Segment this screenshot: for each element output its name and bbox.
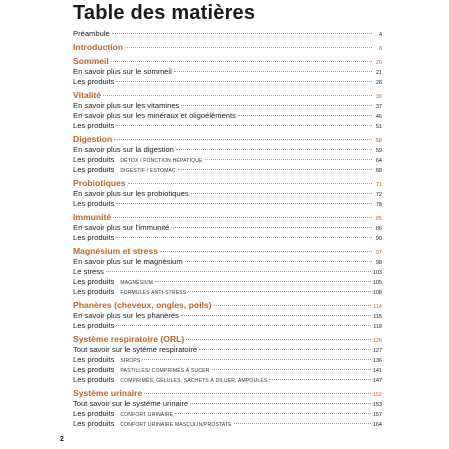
- toc-entry-subtitle: COMPRIMÉS, GÉLULES, SACHETS À DILUER, AMPOULES: [120, 378, 268, 384]
- toc-section-title: Phanères (cheveux, ongles, poils): [73, 300, 212, 310]
- dot-leader: [199, 349, 371, 350]
- toc-entry-subtitle: DIGESTIF / ESTOMAC: [120, 168, 176, 174]
- toc-section-title: Système respiratoire (ORL): [73, 334, 185, 344]
- toc-page-number: 114: [373, 304, 382, 310]
- toc-entry: [73, 399, 382, 409]
- dot-leader: [160, 251, 372, 252]
- toc-entry: [73, 155, 382, 165]
- toc-section-title: Système urinaire: [73, 388, 143, 398]
- dot-leader: [238, 115, 372, 116]
- toc-entry: [73, 111, 382, 121]
- dot-leader: [212, 369, 371, 370]
- toc-entry-label: Les produits: [73, 277, 115, 286]
- toc-page-number: 4: [378, 32, 382, 38]
- toc-entry-label: Les produits: [73, 155, 115, 164]
- dot-leader: [190, 403, 371, 404]
- toc-entry-label: Tout savoir sur le sytème respiratoire: [73, 345, 198, 354]
- toc-page-number: 21: [375, 70, 382, 76]
- dot-leader: [186, 339, 371, 340]
- toc-entry-subtitle: DÉTOX / FONCTION HÉPATIQUE: [120, 158, 203, 164]
- dot-leader: [155, 281, 371, 282]
- toc-entry-label: Les produits: [73, 365, 115, 374]
- toc-entry-label: Les produits: [73, 419, 115, 428]
- toc-page-number: 8: [378, 46, 382, 52]
- toc-entry: [73, 287, 382, 297]
- dot-leader: [116, 325, 371, 326]
- table-of-contents: [73, 29, 382, 429]
- toc-page-number: 46: [375, 114, 382, 120]
- toc-entry-label: Les produits: [73, 321, 115, 330]
- toc-page-number: 90: [375, 236, 382, 242]
- toc-entry-label: Les produits: [73, 409, 115, 418]
- toc-section: [73, 90, 382, 101]
- toc-section: [73, 334, 382, 345]
- toc-entry: [73, 165, 382, 175]
- toc-entry: [73, 345, 382, 355]
- toc-entry: [73, 311, 382, 321]
- toc-section-title: Probiotiques: [73, 178, 126, 188]
- toc-section: [73, 56, 382, 67]
- toc-entry-label: En savoir plus sur les phanères: [73, 311, 179, 320]
- toc-page-number: 118: [373, 324, 382, 330]
- toc-entry: [73, 101, 382, 111]
- dot-leader: [269, 379, 370, 380]
- toc-page-number: 157: [372, 412, 382, 418]
- toc-page-number: 36: [375, 94, 382, 100]
- toc-entry: [73, 199, 382, 209]
- toc-page-number: 68: [375, 168, 382, 174]
- toc-section-title: Vitalité: [73, 90, 102, 100]
- toc-page-number: 86: [375, 226, 382, 232]
- toc-page-number: 71: [375, 182, 382, 188]
- dot-leader: [142, 359, 370, 360]
- dot-leader: [181, 105, 372, 106]
- toc-entry: [73, 409, 382, 419]
- dot-leader: [171, 227, 372, 228]
- toc-entry-label: Les produits: [73, 375, 115, 384]
- toc-entry: [73, 365, 382, 375]
- toc-page-number: 78: [375, 202, 382, 208]
- dot-leader: [214, 305, 372, 306]
- toc-page-number: 98: [375, 260, 382, 266]
- toc-entry-label: En savoir plus sur les vitamines: [73, 101, 180, 110]
- toc-entry-label: En savoir plus sur la digestion: [73, 145, 174, 154]
- dot-leader: [191, 193, 372, 194]
- dot-leader: [188, 291, 370, 292]
- toc-entry: [73, 375, 382, 385]
- toc-entry: [73, 67, 382, 77]
- page-title: Table des matières: [73, 2, 256, 24]
- toc-section: [73, 300, 382, 311]
- toc-entry-label: Le stress: [73, 267, 104, 276]
- dot-leader: [125, 47, 372, 48]
- toc-page-number: 20: [375, 60, 382, 66]
- toc-entry: [73, 321, 382, 331]
- toc-entry: [73, 355, 382, 365]
- toc-entry-subtitle: SIROPS: [120, 358, 141, 364]
- toc-page-number: 164: [372, 422, 382, 428]
- toc-section-title: Digestion: [73, 134, 113, 144]
- dot-leader: [116, 237, 372, 238]
- toc-entry-label: Les produits: [73, 165, 115, 174]
- toc-page-number: 126: [372, 338, 382, 344]
- toc-entry-label: En savoir plus sur l'immunité: [73, 223, 170, 232]
- toc-entry: [73, 419, 382, 429]
- toc-section: [73, 246, 382, 257]
- toc-entry: [73, 77, 382, 87]
- dot-leader: [116, 81, 372, 82]
- toc-page-number: 58: [375, 138, 382, 144]
- dot-leader: [114, 139, 372, 140]
- toc-section: [73, 178, 382, 189]
- toc-section-title: Sommeil: [73, 56, 109, 66]
- toc-entry: [73, 267, 382, 277]
- dot-leader: [103, 95, 372, 96]
- dot-leader: [205, 159, 372, 160]
- toc-page-number: 108: [372, 290, 382, 296]
- toc-entry-label: Les produits: [73, 233, 115, 242]
- toc-entry-label: En savoir plus sur le sommeil: [73, 67, 172, 76]
- toc-entry: [73, 145, 382, 155]
- toc-page-number: 147: [372, 378, 382, 384]
- toc-section-title: Magnésium et stress: [73, 246, 159, 256]
- dot-leader: [111, 61, 372, 62]
- toc-entry-subtitle: FORMULES ANTI-STRESS: [120, 290, 187, 296]
- toc-page-number: 153: [372, 402, 382, 408]
- toc-page-number: 152: [372, 392, 382, 398]
- dot-leader: [176, 149, 372, 150]
- toc-entry: [73, 29, 382, 39]
- toc-page-number: 64: [375, 158, 382, 164]
- toc-entry-subtitle: CONFORT URINAIRE MASCULIN/PROSTATE: [120, 422, 232, 428]
- dot-leader: [116, 125, 372, 126]
- toc-page-number: 103: [372, 270, 382, 276]
- toc-entry-label: Les produits: [73, 355, 115, 364]
- toc-page-number: 72: [375, 192, 382, 198]
- toc-entry-label: Les produits: [73, 287, 115, 296]
- dot-leader: [128, 183, 372, 184]
- toc-entry-subtitle: CONFORT URINAIRE: [120, 412, 174, 418]
- toc-entry: [73, 233, 382, 243]
- toc-entry-label: En savoir plus sur le magnésium: [73, 257, 183, 266]
- dot-leader: [144, 393, 371, 394]
- toc-section: [73, 212, 382, 223]
- page-number: 2: [60, 436, 64, 443]
- toc-section: [73, 42, 382, 53]
- toc-entry: [73, 257, 382, 267]
- toc-page-number: 136: [372, 358, 382, 364]
- toc-entry-label: Tout savoir sur le système urinaire: [73, 399, 189, 408]
- dot-leader: [174, 71, 372, 72]
- toc-page-number: 51: [375, 124, 382, 130]
- toc-page-number: 141: [372, 368, 382, 374]
- dot-leader: [181, 315, 371, 316]
- toc-page-number: 115: [373, 314, 382, 320]
- dot-leader: [113, 217, 372, 218]
- toc-page-number: 28: [375, 80, 382, 86]
- toc-entry-label: En savoir plus sur les probiotiques: [73, 189, 189, 198]
- toc-section: [73, 388, 382, 399]
- toc-page-number: 97: [375, 250, 382, 256]
- dot-leader: [175, 413, 370, 414]
- toc-entry-label: Les produits: [73, 77, 115, 86]
- toc-section: [73, 134, 382, 145]
- toc-entry-label: Les produits: [73, 121, 115, 130]
- toc-entry: [73, 121, 382, 131]
- toc-entry-label: Les produits: [73, 199, 115, 208]
- dot-leader: [185, 261, 372, 262]
- toc-entry-label: En savoir plus sur les minéraux et oligoéléments: [73, 111, 236, 120]
- toc-page-number: 59: [375, 148, 382, 154]
- toc-entry-subtitle: MAGNÉSIUM: [120, 280, 154, 286]
- dot-leader: [234, 423, 371, 424]
- toc-page-number: 105: [372, 280, 382, 286]
- toc-entry-subtitle: PASTILLES/ COMPRIMÉS À SUCER: [120, 368, 210, 374]
- toc-entry: [73, 189, 382, 199]
- toc-entry: [73, 223, 382, 233]
- toc-page-number: 127: [372, 348, 382, 354]
- toc-page-number: 85: [375, 216, 382, 222]
- toc-entry: [73, 277, 382, 287]
- dot-leader: [106, 271, 371, 272]
- toc-section-title: Immunité: [73, 212, 112, 222]
- toc-entry-label: Préambule: [73, 29, 110, 38]
- toc-page-number: 37: [375, 104, 382, 110]
- dot-leader: [112, 33, 372, 34]
- toc-section-title: Introduction: [73, 42, 124, 52]
- dot-leader: [178, 169, 372, 170]
- dot-leader: [116, 203, 372, 204]
